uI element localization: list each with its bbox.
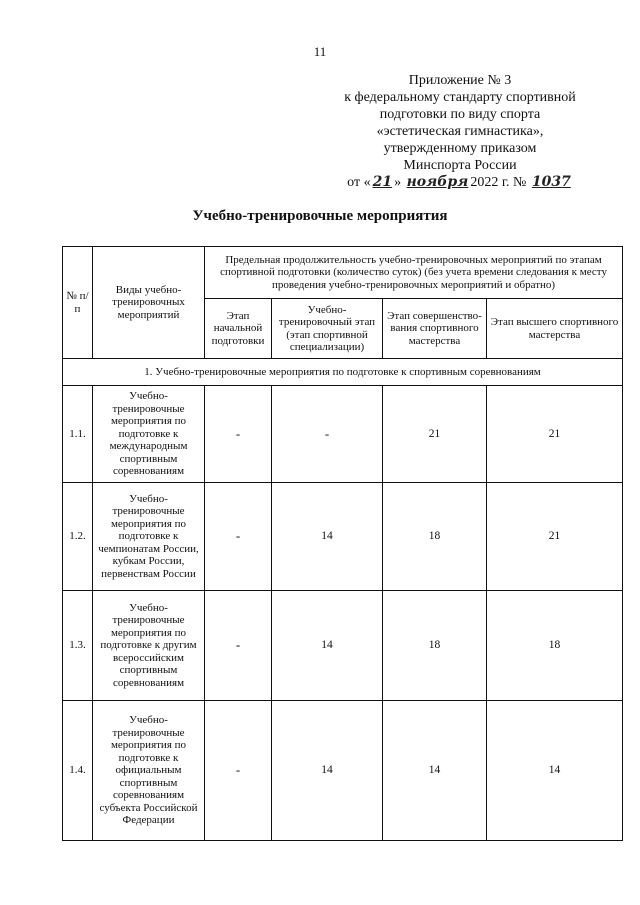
date-prefix: от «	[347, 175, 371, 190]
appendix-header	[300, 72, 620, 191]
date-day-handwritten: 21	[372, 174, 393, 190]
row-value: 21	[487, 483, 623, 591]
row-number: 1.2.	[63, 483, 93, 591]
training-events-table	[62, 246, 623, 841]
row-value: -	[205, 483, 272, 591]
section-title: 1. Учебно-тренировочные мероприятия по подготовке к спортивным соревнованиям	[63, 359, 623, 386]
table-row	[63, 591, 623, 701]
header-duration: Предельная продолжительность учебно-тренировочных мероприятий по этапам спортивной подготовки (количество суток) (без учета времени следования к месту проведения учебно-тренировочных мероприятий и обратно)	[205, 247, 623, 299]
row-name: Учебно-тренировочные мероприятия по подготовке к международным спортивным соревнованиям	[93, 386, 205, 483]
appendix-line: «эстетическая гимнастика»,	[376, 124, 544, 139]
row-value: 14	[272, 591, 383, 701]
row-value: 14	[272, 483, 383, 591]
row-value: 18	[487, 591, 623, 701]
order-number-handwritten: 1037	[531, 174, 571, 190]
row-value: 21	[383, 386, 487, 483]
header-number: № п/п	[63, 247, 93, 359]
document-title: Учебно-тренировочные мероприятия	[192, 208, 448, 224]
page-number: 11	[313, 44, 327, 59]
row-value: 18	[383, 483, 487, 591]
row-name: Учебно-тренировочные мероприятия по подготовке к другим всероссийским спортивным соревнованиям	[93, 591, 205, 701]
row-value: 14	[487, 701, 623, 841]
header-kind: Виды учебно-тренировочных мероприятий	[93, 247, 205, 359]
row-number: 1.3.	[63, 591, 93, 701]
header-stage-highest: Этап высшего спортивного мастерства	[487, 299, 623, 359]
appendix-line: подготовки по виду спорта	[379, 107, 541, 122]
row-value: 18	[383, 591, 487, 701]
row-value: 14	[383, 701, 487, 841]
row-value: -	[272, 386, 383, 483]
row-value: 14	[272, 701, 383, 841]
appendix-line: Минспорта России	[403, 158, 517, 173]
date-mid: »	[394, 175, 402, 190]
date-year: 2022 г. №	[470, 175, 527, 190]
row-number: 1.1.	[63, 386, 93, 483]
table-row	[63, 483, 623, 591]
row-name: Учебно-тренировочные мероприятия по подготовке к чемпионатам России, кубкам России, первенствам России	[93, 483, 205, 591]
appendix-line: к федеральному стандарту спортивной	[344, 90, 576, 105]
date-month-handwritten: ноября	[406, 174, 469, 190]
row-number: 1.4.	[63, 701, 93, 841]
order-date-line	[300, 174, 620, 191]
table-row	[63, 386, 623, 483]
appendix-line: утвержденному приказом	[383, 141, 537, 156]
header-stage-training: Учебно-тренировочный этап (этап спортивной специализации)	[272, 299, 383, 359]
appendix-line: Приложение № 3	[408, 73, 512, 88]
table-row	[63, 701, 623, 841]
header-stage-initial: Этап начальной подготовки	[205, 299, 272, 359]
row-name: Учебно-тренировочные мероприятия по подготовке к официальным спортивным соревнованиям субъекта Российской Федерации	[93, 701, 205, 841]
row-value: -	[205, 386, 272, 483]
row-value: 21	[487, 386, 623, 483]
header-stage-improvement: Этап совершенство-вания спортивного мастерства	[383, 299, 487, 359]
row-value: -	[205, 701, 272, 841]
row-value: -	[205, 591, 272, 701]
